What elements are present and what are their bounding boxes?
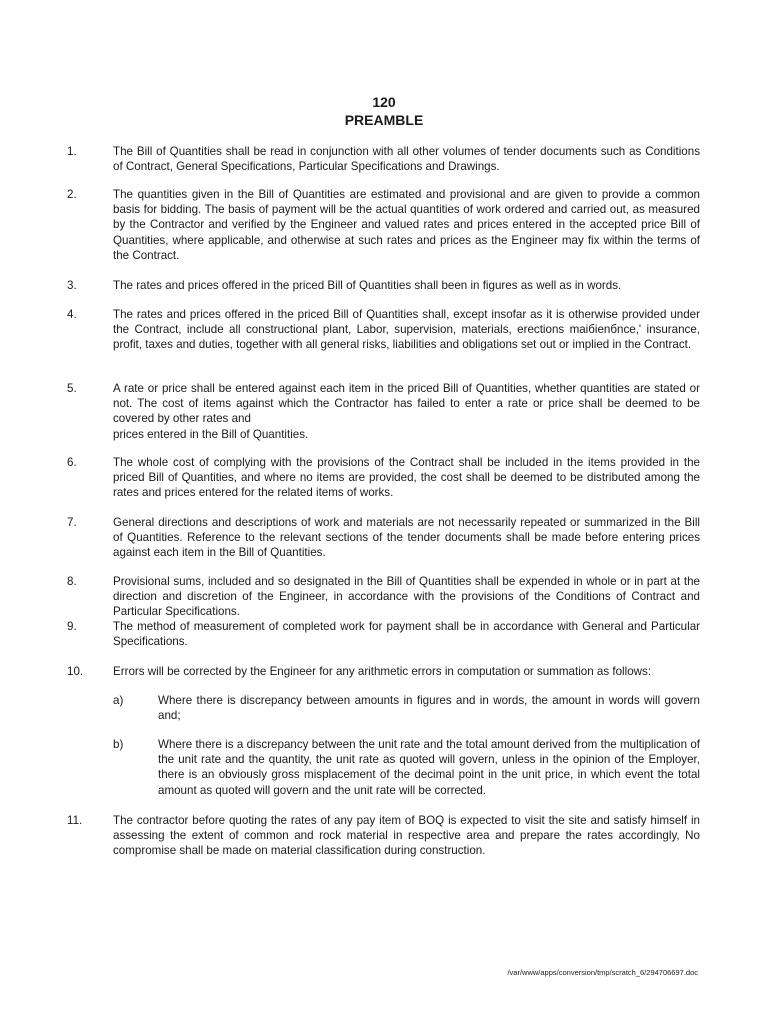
item-number: 11.	[67, 814, 83, 827]
item-text: The rates and prices offered in the priced Bill of Quantities shall, except insofar as it is otherwise provided under the Contract, include all constructional plant, Labor, supervision, materials, erections maiбienбnce,' insurance, profit, taxes and duties, together with all general risks, liabilities and obligations set out or implied in the Contract.	[113, 308, 700, 352]
item-number: 7.	[67, 516, 77, 529]
item-number: 6.	[67, 456, 77, 469]
page-title: PREAMBLE	[344, 112, 424, 128]
subitem-text: Where there is a discrepancy between the unit rate and the total amount derived from the multiplication of the unit rate and the quantity, the unit rate as quoted will govern, unless in the opinion of the Employer, there is an obviously gross misplacement of the decimal point in the unit price, in which event the total amount as quoted will govern and the unit rate will be corrected.	[158, 738, 700, 797]
item-number: 4.	[67, 308, 77, 321]
item-text: The contractor before quoting the rates of any pay item of BOQ is expected to visit the site and satisfy himself in assessing the extent of common and rock material in respective area and prepare the rates accordingly, No compromise shall be made on material classification during construction.	[113, 814, 700, 858]
item-text: Errors will be corrected by the Engineer for any arithmetic errors in computation or summation as follows:	[113, 665, 652, 678]
file-path-footer: /var/www/apps/conversion/tmp/scratch_6/294706697.doc	[507, 968, 698, 977]
item-text: The Bill of Quantities shall be read in conjunction with all other volumes of tender documents such as Conditions of Contract, General Specifications, Particular Specifications and Drawings.	[113, 145, 700, 174]
item-text-line: prices entered in the Bill of Quantities.	[113, 427, 309, 441]
subitem-text: Where there is discrepancy between amounts in figures and in words, the amount in words will govern and;	[158, 694, 700, 723]
subitem-letter: b)	[113, 738, 124, 751]
item-number: 3.	[67, 279, 77, 292]
subitem-letter: a)	[113, 694, 124, 707]
item-text: The quantities given in the Bill of Quantities are estimated and provisional and are given to provide a common basis for bidding. The basis of payment will be the actual quantities of work ordered and carried out, as measured by the Contractor and verified by the Engineer and valued rates and prices entered in the accepted price Bill of Quantities, where applicable, and otherwise at such rates and prices as the Engineer may fix within the terms of the Contract.	[113, 188, 700, 262]
item-number: 1.	[67, 145, 77, 158]
section-number: 120	[372, 94, 396, 110]
item-text: The whole cost of complying with the provisions of the Contract shall be included in the items provided in the priced Bill of Quantities, and where no items are provided, the cost shall be deemed to be distributed among the rates and prices entered for the related items of works.	[113, 456, 700, 500]
item-text: The method of measurement of completed work for payment shall be in accordance with General and Particular Specifications.	[113, 620, 700, 649]
item-number: 10.	[67, 665, 84, 678]
item-text: Provisional sums, included and so designated in the Bill of Quantities shall be expended in whole or in part at the direction and discretion of the Engineer, in accordance with the provisions of the Conditions of Contract and Particular Specifications.	[113, 575, 700, 619]
item-text: The rates and prices offered in the priced Bill of Quantities shall been in figures as well as in words.	[113, 279, 622, 292]
item-number: 8.	[67, 575, 77, 588]
item-text	[113, 381, 700, 442]
item-text: General directions and descriptions of work and materials are not necessarily repeated or summarized in the Bill of Quantities. Reference to the relevant sections of the tender documents shall be made before entering prices against each item in the Bill of Quantities.	[113, 516, 700, 560]
item-number: 2.	[67, 188, 77, 201]
item-number: 9.	[67, 620, 77, 633]
item-text-line: A rate or price shall be entered against each item in the priced Bill of Quantities, whether quantities are stated or not. The cost of items against which the Contractor has failed to enter a rate or price shall be deemed to be covered by other rates and	[113, 382, 700, 426]
item-number: 5.	[67, 382, 77, 395]
